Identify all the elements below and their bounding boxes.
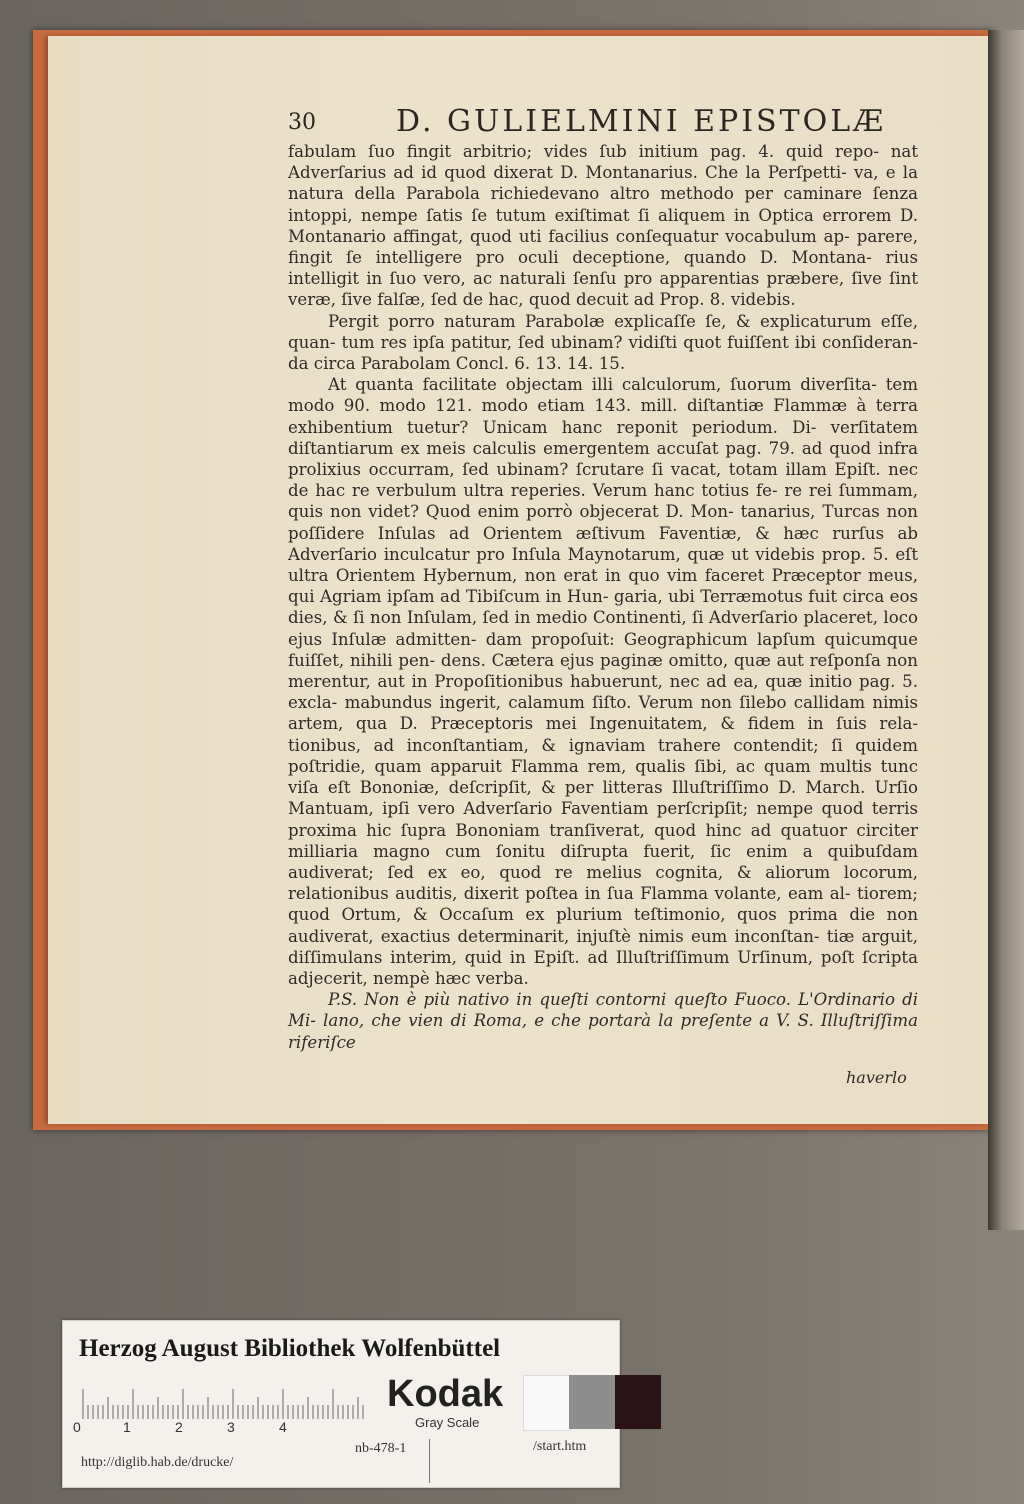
catalog-url: http://diglib.hab.de/drucke/ <box>81 1455 234 1470</box>
ruler-number: 4 <box>279 1419 287 1435</box>
paragraph-postscript: P.S. Non è più nativo in queſti contorni queſto Fuoco. L'Ordinario di Mi- lano, che vien di Roma, e che portarà la preſente a V. S. Illuſtriſſima riferiſce <box>288 990 918 1052</box>
book-spine <box>988 30 1024 1230</box>
ruler-number: 3 <box>227 1419 235 1435</box>
gray-scale-label: Gray Scale <box>415 1415 480 1430</box>
card-divider <box>429 1439 430 1483</box>
body-text <box>288 141 918 1053</box>
page-header <box>288 104 928 144</box>
ruler-number: 1 <box>123 1419 131 1435</box>
start-url: /start.htm <box>533 1439 587 1454</box>
color-target-card <box>62 1320 620 1488</box>
ruler-number: 0 <box>73 1419 81 1435</box>
swatch-white <box>523 1375 571 1431</box>
ruler-number: 2 <box>175 1419 183 1435</box>
swatch-dark <box>615 1375 661 1429</box>
paragraph: At quanta facilitate objectam illi calculorum, ſuorum diverſita- tem modo 90. modo 121. modo etiam 143. mill. diſtantiæ Flammæ à terra exhibentium tuetur? Unicam hanc reponit periodum. Di- verſitatem diſtantiarum ex meis calculis emergentem accuſat pag. 79. ad quod infra prolixius occurram, ſed ubinam? ſcrutare ſi vacat, totam illam Epiſt. nec de hac re verbulum ultra reperies. Verum hanc totius fe- re rei ſummam, quis non videt? Quod enim porrò objecerat D. Mon- tanarius, Turcas non poſſidere Inſulas ad Orientem æſtivum Faventiæ, & hæc rurſus ab Adverſario inculcatur pro Inſula Maynotarum, quæ ut videbis prop. 5. eſt ultra Orientem Hybernum, non erat in quo vim faceret Præceptor meus, qui Agriam ipſam ad Tibiſcum in Hun- garia, ubi Terræmotus fuit circa eos dies, & ſi non Inſulam, ſed in medio Continenti, ſi Adverſario placeret, loco ejus Inſulæ admitten- dam propoſuit: Geographicum lapſum quicumque fuiſſet, nihili pen- dens. Cætera ejus paginæ omitto, quæ aut reſponſa non merentur, aut in Propoſitionibus habuerunt, nec ad ea, quæ initio pag. 5. excla- mabundus ingerit, calamum ſiſto. Verum non ſilebo callidam nimis artem, qua D. Præceptoris mei Ingenuitatem, & fidem in ſuis rela- tionibus, ad inconſtantiam, & ignaviam trahere contendit; ſi quidem poſtridie, quam apparuit Flamma rem, qualis ſibi, ac quam multis tunc viſa eſt Bononiæ, deſcripſit, & per litteras Illuſtriſſimo D. March. Urſio Mantuam, ipſi vero Adverſario Faventiam perſcripſit; nempe quod terris proxima hic ſupra Bononiam tranſiverat, quod hinc ad quatuor circiter milliaria magno cum ſonitu diſrupta fuerit, ſic enim a quibuſdam audiverat; ſed ex eo, quod re melius cognita, & aliorum locorum, relationibus auditis, dixerit poſtea in ſua Flamma volante, eam al- tiorem; quod Ortum, & Occaſum ex plurium teſtimonio, quos prima die non audiverat, exactius determinarit, injuſtè nimis eum inconſtan- tiæ arguit, diſſimulans interim, quid in Epiſt. ad Illuſtriſſimum Urſinum, poſt ſcripta adjecerit, nempè hæc verba. <box>288 375 918 988</box>
running-head: D. GULIELMINI EPISTOLÆ <box>396 104 887 139</box>
catchword: haverlo <box>846 1068 907 1087</box>
paragraph: fabulam ſuo fingit arbitrio; vides ſub initium pag. 4. quid repo- nat Adverſarius ad id quod dixerat D. Montanarius. Che la Perſpetti- va, e la natura della Parabola richiedevano altro methodo per caminare ſenza intoppi, nempe ſatis ſe tutum exiſtimat ſi aliquem in Optica errorem D. Montanario affingat, quod uti facilius conſequatur vocabulum ap- parere, fingit ſe intelligere pro oculi deceptione, quando D. Montana- rius intelligit in ſuo vero, ac naturali ſenſu pro apparentias præbere, ſive ſint veræ, ſive falſæ, ſed de hac, quod decuit ad Prop. 8. videbis. <box>288 142 918 310</box>
paragraph: Pergit porro naturam Parabolæ explicaſſe ſe, & explicaturum eſſe, quan- tum res ipſa patitur, ſed ubinam? vidiſti quot fuiſſent ibi conſideran- da circa Parabolam Concl. 6. 13. 14. 15. <box>288 311 918 374</box>
shelfmark-code: nb-478-1 <box>355 1441 407 1456</box>
kodak-logo: Kodak <box>387 1373 504 1415</box>
swatch-gray <box>569 1375 615 1429</box>
page-number: 30 <box>288 110 316 135</box>
ruler-scale <box>79 1379 369 1419</box>
ruler-numbers <box>73 1419 363 1439</box>
library-name: Herzog August Bibliothek Wolfenbüttel <box>79 1335 501 1362</box>
